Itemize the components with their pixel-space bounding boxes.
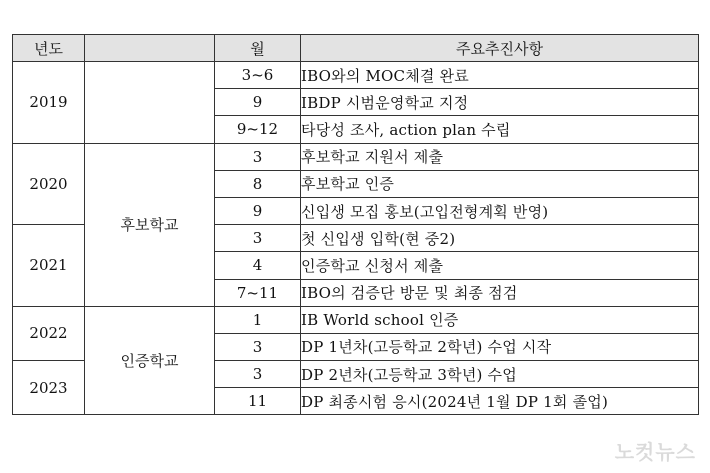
month-cell: 3 [215, 333, 301, 360]
item-cell: IB World school 인증 [301, 306, 699, 333]
watermark-logo: 노컷뉴스 [614, 440, 696, 464]
item-cell: 첫 신입생 입학(현 중2) [301, 225, 699, 252]
month-cell: 9~12 [215, 116, 301, 143]
table-row [13, 62, 699, 89]
table-row [13, 143, 699, 170]
year-cell: 2021 [13, 225, 85, 307]
header-item: 주요추진사항 [301, 35, 699, 62]
item-cell: DP 1년차(고등학교 2학년) 수업 시작 [301, 333, 699, 360]
month-cell: 7~11 [215, 279, 301, 306]
item-cell: DP 2년차(고등학교 3학년) 수업 [301, 361, 699, 388]
item-cell: 후보학교 지원서 제출 [301, 143, 699, 170]
item-cell: IBO와의 MOC체결 완료 [301, 62, 699, 89]
year-cell: 2019 [13, 62, 85, 144]
month-cell: 3 [215, 143, 301, 170]
item-cell: 타당성 조사, action plan 수립 [301, 116, 699, 143]
year-cell: 2022 [13, 306, 85, 360]
stage-cell: 후보학교 [85, 143, 215, 306]
item-cell: IBDP 시범운영학교 지정 [301, 89, 699, 116]
month-cell: 3 [215, 225, 301, 252]
item-cell: DP 최종시험 응시(2024년 1월 DP 1회 졸업) [301, 388, 699, 415]
stage-cell: 인증학교 [85, 306, 215, 415]
month-cell: 1 [215, 306, 301, 333]
item-cell: 후보학교 인증 [301, 170, 699, 197]
item-cell: 인증학교 신청서 제출 [301, 252, 699, 279]
item-cell: IBO의 검증단 방문 및 최종 점검 [301, 279, 699, 306]
year-cell: 2020 [13, 143, 85, 225]
month-cell: 9 [215, 89, 301, 116]
header-row [13, 35, 699, 62]
month-cell: 8 [215, 170, 301, 197]
stage-cell-empty [85, 62, 215, 144]
month-cell: 3 [215, 361, 301, 388]
header-stage [85, 35, 215, 62]
month-cell: 4 [215, 252, 301, 279]
month-cell: 3~6 [215, 62, 301, 89]
item-cell: 신입생 모집 홍보(고입전형계획 반영) [301, 197, 699, 224]
header-year: 년도 [13, 35, 85, 62]
header-month: 월 [215, 35, 301, 62]
year-cell: 2023 [13, 361, 85, 415]
table-row [13, 306, 699, 333]
plan-table [12, 34, 699, 415]
month-cell: 9 [215, 197, 301, 224]
month-cell: 11 [215, 388, 301, 415]
